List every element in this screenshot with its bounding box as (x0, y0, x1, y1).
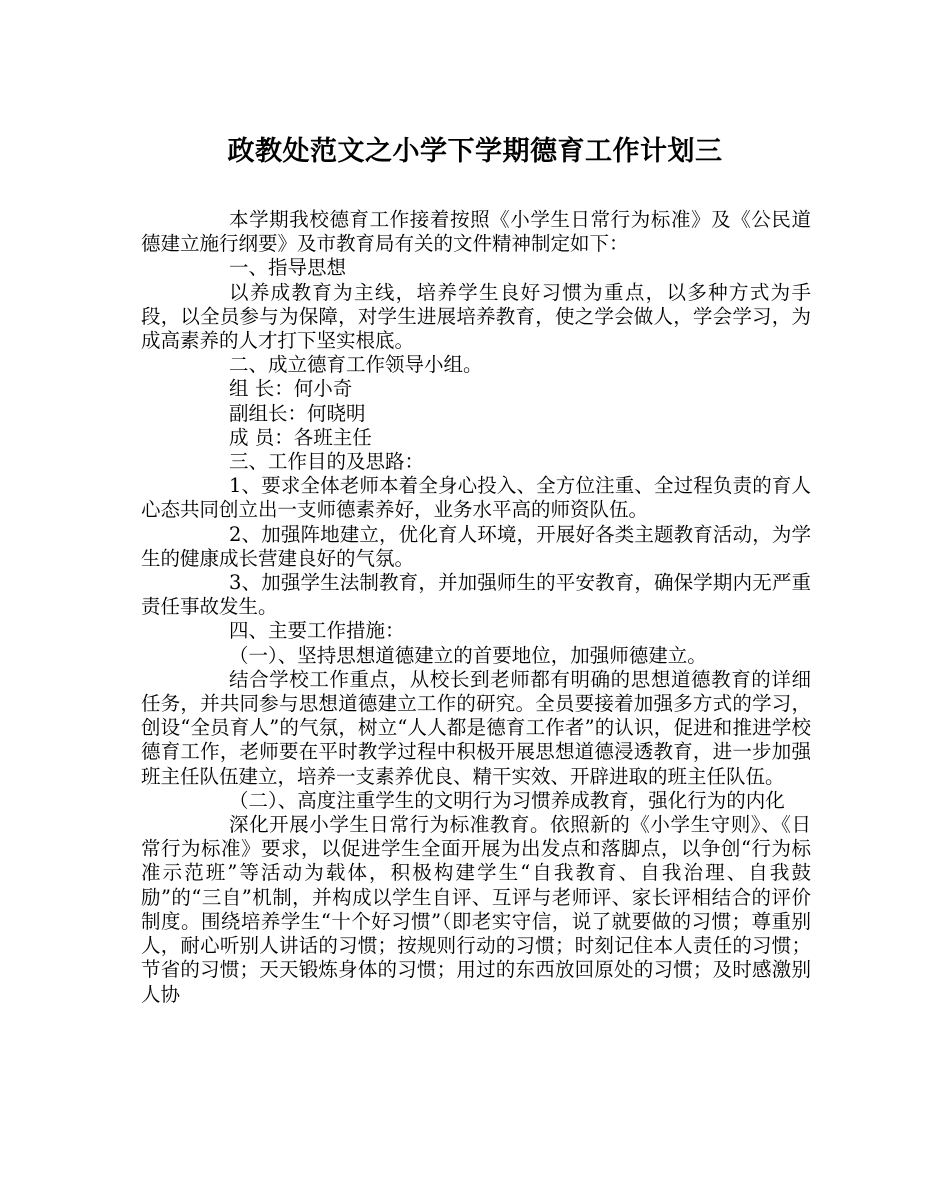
group-leader-line: 组 长：何小奇 (229, 377, 353, 401)
measure-heading-2: （二）、高度注重学生的文明行为习惯养成教育，强化行为的内化 (229, 788, 785, 812)
section-heading-measures: 四、主要工作措施： (229, 619, 405, 643)
guiding-ideology-paragraph: 以养成教育为主线，培养学生良好习惯为重点，以多种方式为手段，以全员参与为保障，对学生进展培养教育，使之学会做人，学会学习，为成高素养的人才打下坚实根底。 (141, 280, 811, 353)
section-heading-leadership-group: 二、成立德育工作领导小组。 (229, 353, 483, 377)
measure-paragraph-2: 深化开展小学生日常行为标准教育。依照新的《小学生守则》、《日常行为标准》要求，以促进学生全面开展为出发点和落脚点，以争创“行为标准示范班”等活动为载体，积极构建学生“自我教育、自我治理、自我鼓励”的“三自”机制，并构成以学生自评、互评与老师评、家长评相结合的评价制度。围绕培养学生“十个好习惯”（即老实守信，说了就要做的习惯；尊重别人，耐心听别人讲话的习惯；按规则行动的习惯；时刻记住本人责任的习惯；节省的习惯；天天锻炼身体的习惯；用过的东西放回原处的习惯；及时感激别人协 (141, 813, 811, 1006)
members-line: 成 员：各班主任 (229, 425, 372, 449)
goal-item-3: 3、加强学生法制教育，并加强师生的平安教育，确保学期内无严重责任事故发生。 (141, 571, 811, 619)
intro-paragraph: 本学期我校德育工作接着按照《小学生日常行为标准》及《公民道德建立施行纲要》及市教育局有关的文件精神制定如下： (141, 208, 811, 256)
goal-item-1: 1、要求全体老师本着全身心投入、全方位注重、全过程负责的育人心态共同创立出一支师德素养好，业务水平高的师资队伍。 (141, 474, 811, 522)
deputy-leader-line: 副组长：何晓明 (229, 401, 366, 425)
measure-heading-1: （一）、坚持思想道德建立的首要地位，加强师德建立。 (229, 643, 707, 667)
section-heading-guiding-ideology: 一、指导思想 (229, 256, 347, 280)
document-body (141, 208, 811, 1007)
document-title: 政教处范文之小学下学期德育工作计划三 (227, 136, 723, 167)
measure-paragraph-1: 结合学校工作重点，从校长到老师都有明确的思想道德教育的详细任务，并共同参与思想道德建立工作的研究。全员要接着加强多方式的学习，创设“全员育人”的气氛，树立“人人都是德育工作者”的认识，促进和推进学校德育工作，老师要在平时教学过程中积极开展思想道德浸透教育，进一步加强班主任队伍建立，培养一支素养优良、精干实效、开辟进取的班主任队伍。 (141, 667, 811, 788)
section-heading-goals: 三、工作目的及思路： (229, 450, 425, 474)
goal-item-2: 2、加强阵地建立，优化育人环境，开展好各类主题教育活动，为学生的健康成长营建良好的气氛。 (141, 522, 811, 570)
